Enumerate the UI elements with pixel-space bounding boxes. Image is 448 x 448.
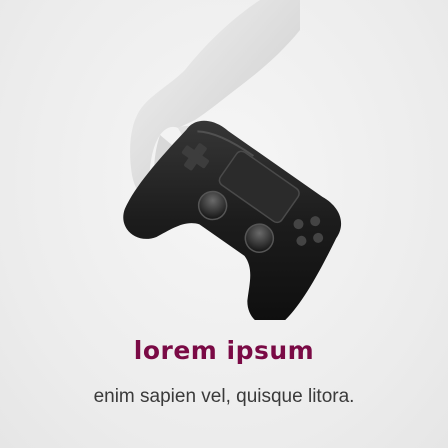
card-subtitle: enim sapien vel, quisque litora. [93,386,355,407]
card-title: lorem ipsum [133,336,315,365]
